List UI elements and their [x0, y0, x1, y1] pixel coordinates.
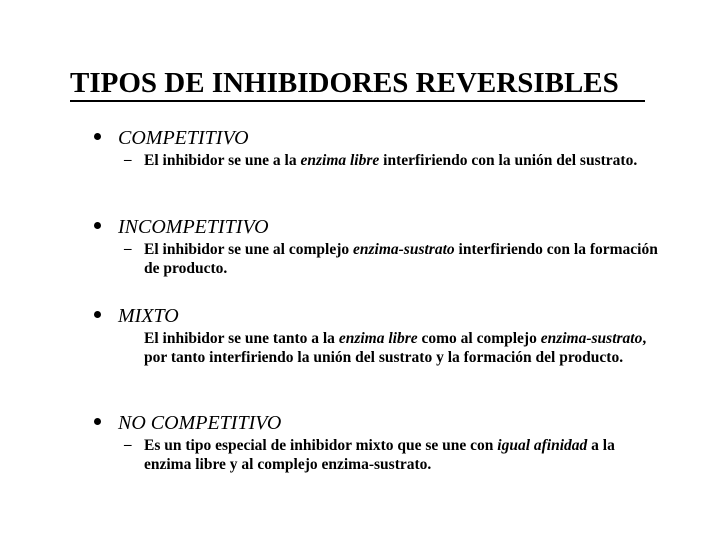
text-emphasis: igual afinidad — [497, 437, 588, 454]
heading-row — [94, 412, 654, 436]
section-description — [144, 329, 664, 367]
text-part: Es un tipo especial de inhibidor mixto que se une con — [144, 437, 498, 454]
title-underline — [70, 100, 645, 102]
text-part: interfiriendo con la formación de producto. — [144, 241, 658, 277]
bullet-icon — [94, 311, 102, 319]
text-emphasis: enzima libre — [300, 152, 380, 169]
section-heading: MIXTO — [118, 305, 179, 327]
dash-marker: – — [124, 437, 132, 453]
section-description — [144, 436, 664, 474]
section-competitivo — [94, 127, 654, 170]
text-part: El inhibidor se une tanto a la — [144, 330, 339, 347]
page-title: TIPOS DE INHIBIDORES REVERSIBLES — [70, 67, 619, 99]
text-emphasis: enzima-sustrato — [540, 330, 643, 347]
heading-row — [94, 216, 654, 240]
text-part: El inhibidor se une al complejo — [144, 241, 353, 258]
section-heading: COMPETITIVO — [118, 127, 249, 149]
heading-row — [94, 305, 654, 329]
section-description — [144, 151, 664, 170]
body-row — [94, 151, 654, 170]
text-part: El inhibidor se une a la — [144, 152, 301, 169]
section-mixto — [94, 305, 654, 367]
heading-row — [94, 127, 654, 151]
body-row — [94, 436, 654, 474]
section-heading: INCOMPETITIVO — [118, 216, 269, 238]
body-row — [94, 329, 654, 367]
text-part: a la enzima libre y al complejo enzima-sustrato. — [144, 437, 615, 473]
dash-marker: – — [124, 241, 132, 257]
text-part: como al complejo — [417, 330, 541, 347]
bullet-icon — [94, 133, 102, 141]
section-description — [144, 240, 664, 278]
body-row — [94, 240, 658, 278]
text-emphasis: enzima libre — [338, 330, 418, 347]
dash-marker: – — [124, 152, 132, 168]
section-heading: NO COMPETITIVO — [118, 412, 282, 434]
section-incompetitivo — [94, 216, 658, 278]
section-no-competitivo — [94, 412, 654, 474]
text-part: interfiriendo con la unión del sustrato. — [379, 152, 638, 169]
bullet-icon — [94, 222, 102, 230]
text-part: , por tanto interfiriendo la unión del sustrato y la formación del producto. — [144, 330, 647, 366]
text-emphasis: enzima-sustrato — [353, 241, 455, 258]
bullet-icon — [94, 418, 102, 426]
